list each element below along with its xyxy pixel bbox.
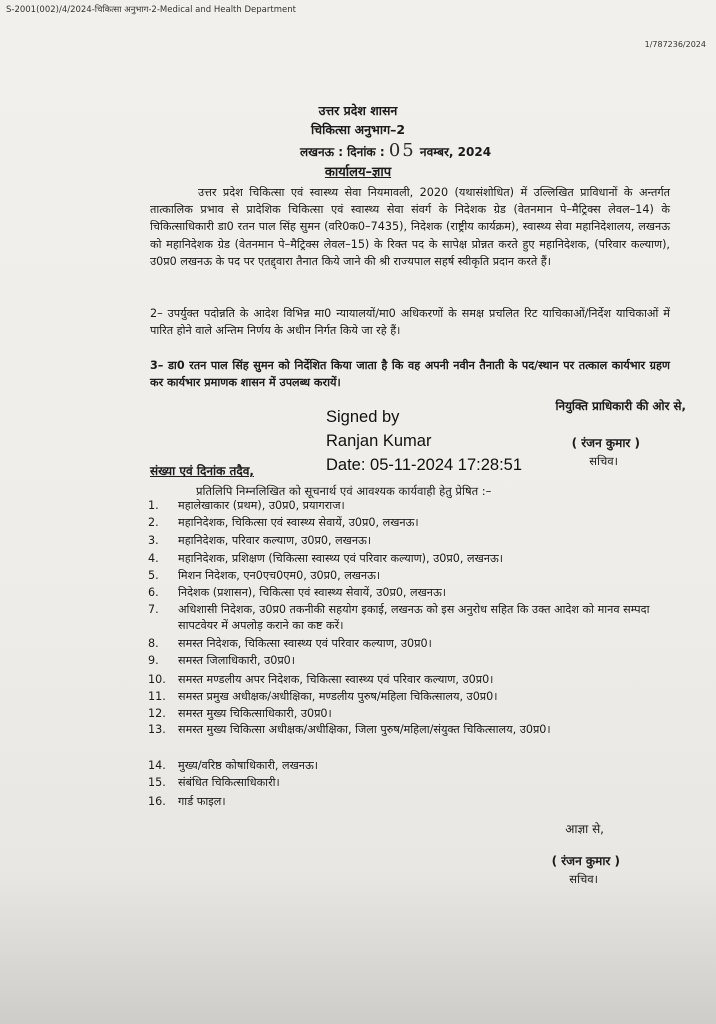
date-day: 05 [388, 140, 416, 161]
list-item-text: महालेखाकार (प्रथम), उ0प्र0, प्रयागराज। [178, 499, 345, 512]
list-item-text: अधिशासी निदेशक, उ0प्र0 तकनीकी सहयोग इकाई, लखनऊ को इस अनुरोध सहित कि उक्त आदेश को मानव सम्पदा सापटवेयर में अपलोड़ कराने का कष्ट करें। [178, 603, 650, 632]
list-item-number: 15. [148, 776, 166, 789]
memo-title: कार्यालय–ज्ञाप [324, 165, 392, 180]
closing-signer-name: ( रंजन कुमार ) [551, 854, 620, 868]
list-item-text: समस्त मुख्य चिकित्सा अधीक्षक/अधीक्षिका, जिला पुरुष/महिला/संयुक्त चिकित्सालय, उ0प्र0। [178, 723, 551, 736]
list-item-text: महानिदेशक, प्रशिक्षण (चिकित्सा स्वास्थ्य एवं परिवार कल्याण), उ0प्र0, लखनऊ। [178, 552, 503, 565]
list-item-number: 6. [148, 586, 159, 599]
list-item-text: समस्त प्रमुख अधीक्षक/अधीक्षिका, मण्डलीय पुरुष/महिला चिकित्सालय, उ0प्र0। [178, 690, 498, 703]
list-item-text: महानिदेशक, चिकित्सा एवं स्वास्थ्य सेवायें, उ0प्र0, लखनऊ। [178, 516, 419, 529]
digital-signer-name: Ranjan Kumar [326, 432, 432, 450]
list-item-text: समस्त निदेशक, चिकित्सा स्वास्थ्य एवं परिवार कल्याण, उ0प्र0। [178, 637, 432, 650]
list-item-number: 5. [148, 569, 159, 582]
list-item-text: मुख्य/वरिष्ठ कोषाधिकारी, लखनऊ। [178, 759, 319, 772]
list-item-text: समस्त मुख्य चिकित्साधिकारी, उ0प्र0। [178, 707, 332, 720]
list-item-text: मिशन निदेशक, एन0एच0एम0, उ0प्र0, लखनऊ। [178, 569, 381, 582]
paragraph-3: 3– डा0 रतन पाल सिंह सुमन को निर्देशित किया जाता है कि वह अपनी नवीन तैनाती के पद/स्थान पर तत्काल कार्यभार ग्रहण कर कार्यभार प्रमाणक शासन में उपलब्ध करायें। [150, 359, 670, 390]
list-item-text: समस्त जिलाधिकारी, उ0प्र0। [178, 654, 296, 667]
list-item-number: 16. [148, 795, 166, 808]
list-item-number: 4. [148, 552, 159, 565]
date-suffix: नवम्बर, 2024 [419, 145, 492, 159]
list-item-number: 7. [148, 603, 159, 616]
government-heading: उत्तर प्रदेश शासन [318, 103, 398, 118]
list-item-number: 2. [148, 516, 159, 529]
distribution-intro: प्रतिलिपि निम्नलिखित को सूचनार्थ एवं आवश्यक कार्यवाही हेतु प्रेषित :– [196, 484, 492, 498]
list-item-number: 10. [148, 673, 166, 686]
paragraph-2: 2– उपर्युक्त पदोन्नति के आदेश विभिन्न मा0 न्यायालयों/मा0 अधिकरणों के समक्ष प्रचलित रिट याचिकाओं/निर्देश याचिकाओं में पारित होने वाले अन्तिम निर्णय के अधीन निर्गत किये जा रहे हैं। [150, 307, 670, 338]
list-item-number: 14. [148, 759, 166, 772]
list-item-number: 8. [148, 637, 159, 650]
list-item-number: 11. [148, 690, 166, 703]
by-order: आज्ञा से, [565, 822, 604, 836]
signer-name-hindi: ( रंजन कुमार ) [571, 436, 640, 450]
list-item-number: 1. [148, 499, 159, 512]
reference-label: संख्या एवं दिनांक तदैव, [150, 464, 254, 478]
list-item-text: समस्त मण्डलीय अपर निदेशक, चिकित्सा स्वास्थ्य एवं परिवार कल्याण, उ0प्र0। [178, 673, 494, 686]
list-item-text: गार्ड फाइल। [178, 795, 226, 808]
list-item-text: निदेशक (प्रशासन), चिकित्सा एवं स्वास्थ्य सेवायें, उ0प्र0, लखनऊ। [178, 586, 447, 599]
digital-signature-date: Date: 05-11-2024 17:28:51 [326, 456, 523, 474]
file-reference: S-2001(002)/4/2024-चिकित्सा अनुभाग-2-Medical and Health Department [6, 5, 296, 15]
document-id: 1/787236/2024 [644, 40, 706, 49]
list-item-number: 9. [148, 654, 159, 667]
list-item-number: 12. [148, 707, 166, 720]
list-item-number: 3. [148, 534, 159, 547]
date-line [300, 140, 491, 161]
list-item-text: संबंधित चिकित्साधिकारी। [178, 776, 280, 789]
paragraph-1: उत्तर प्रदेश चिकित्सा एवं स्वास्थ्य सेवा नियमावली, 2020 (यथासंशोधित) में उल्लिखित प्राविधानों के अन्तर्गत तात्कालिक प्रभाव से प्रादेशिक चिकित्सा एवं स्वास्थ्य सेवा संवर्ग के निदेशक ग्रेड (वेतनमान पे–मैट्रिक्स लेवल–14) के चिकित्साधिकारी डा0 रतन पाल सिंह सुमन (वरि0क0–7435), निदेशक (राष्ट्रीय कार्यक्रम), स्वास्थ्य सेवा महानिदेशालय, लखनऊ को महानिदेशक ग्रेड (वेतनमान पे–मैट्रिक्स लेवल–15) के रिक्त पद के सापेक्ष प्रोन्नत करते हुए महानिदेशक, (परिवार कल्याण), उ0प्र0 लखनऊ के पद पर एतद्द्वारा तैनात किये जाने की श्री राज्यपाल सहर्ष स्वीकृति प्रदान करते हैं। [150, 186, 670, 268]
list-item-text: महानिदेशक, परिवार कल्याण, उ0प्र0, लखनऊ। [178, 534, 372, 547]
signer-designation: सचिव। [589, 454, 618, 468]
closing-designation: सचिव। [569, 872, 598, 886]
list-item-number: 13. [148, 723, 166, 736]
date-prefix: लखनऊ : दिनांक : [300, 145, 385, 159]
section-heading: चिकित्सा अनुभाग–2 [310, 122, 406, 137]
digital-signed-by: Signed by [326, 408, 400, 426]
signing-authority: नियुक्ति प्राधिकारी की ओर से, [555, 399, 686, 413]
